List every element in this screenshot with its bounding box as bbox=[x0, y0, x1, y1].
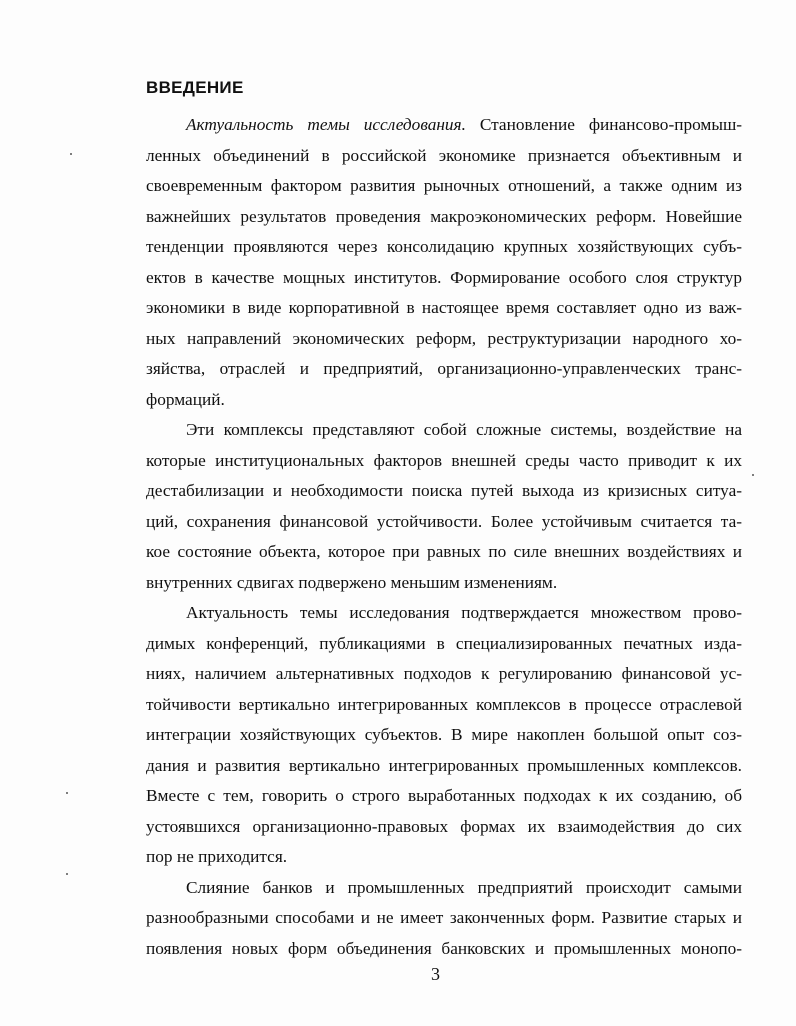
paragraph-line: ектов в качестве мощных институтов. Формирование особого слоя структур bbox=[146, 267, 742, 287]
paragraph-line: своевременным фактором развития рыночных отношений, а также одним из bbox=[146, 176, 742, 195]
scan-speck bbox=[66, 792, 68, 794]
paragraph-line: важнейших результатов проведения макроэкономических реформ. Новейшие bbox=[146, 206, 742, 226]
paragraph-line: внутренних сдвигах подвержено меньшим изменениям. bbox=[146, 572, 558, 592]
paragraph-line: ленных объединений в российской экономике признается объективным и bbox=[146, 145, 742, 165]
paragraph-line: Актуальность темы исследования подтверждается множеством прово- bbox=[186, 603, 742, 622]
paragraph-line: пор не приходится. bbox=[146, 847, 288, 866]
paragraph-line: устоявшихся организационно-правовых формах их взаимодействия до сих bbox=[146, 816, 742, 836]
paragraph-line: ниях, наличием альтернативных подходов к регулированию финансовой ус- bbox=[146, 664, 742, 683]
paragraph-line: Эти комплексы представляют собой сложные системы, воздействие на bbox=[186, 420, 742, 439]
scan-speck bbox=[70, 153, 72, 155]
body-text bbox=[146, 110, 742, 964]
scan-speck bbox=[66, 873, 68, 875]
paragraph-line: кое состояние объекта, которое при равных по силе внешних воздействиях и bbox=[146, 542, 742, 561]
paragraph-line bbox=[146, 110, 742, 141]
paragraph-line: интеграции хозяйствующих субъектов. В мире накоплен большой опыт соз- bbox=[146, 725, 742, 744]
line-text: Становление финансово-промыш- bbox=[465, 115, 743, 134]
scan-speck bbox=[752, 474, 754, 476]
paragraph-line: зяйства, отраслей и предприятий, организационно-управленческих транс- bbox=[146, 359, 742, 378]
page-number: 3 bbox=[431, 964, 440, 984]
paragraph-line: формаций. bbox=[146, 389, 225, 409]
paragraph-line: тойчивости вертикально интегрированных комплексов в процессе отраслевой bbox=[146, 694, 742, 714]
paragraph-line: разнообразными способами и не имеет законченных форм. Развитие старых и bbox=[146, 908, 742, 927]
paragraph-line: димых конференций, публикациями в специализированных печатных изда- bbox=[146, 633, 742, 653]
paragraph-line: тенденции проявляются через консолидацию крупных хозяйствующих субъ- bbox=[146, 237, 742, 256]
lead-italic-phrase: Актуальность темы исследования. bbox=[186, 115, 466, 134]
paragraph-line: дестабилизации и необходимости поиска путей выхода из кризисных ситуа- bbox=[146, 481, 742, 500]
paragraph-line: ций, сохранения финансовой устойчивости. Более устойчивым считается та- bbox=[146, 511, 742, 531]
paragraph-line: Вместе с тем, говорить о строго выработанных подходах к их созданию, об bbox=[146, 786, 742, 805]
paragraph-line: Слияние банков и промышленных предприятий происходит самыми bbox=[186, 877, 742, 897]
paragraph-line: дания и развития вертикально интегрированных промышленных комплексов. bbox=[146, 755, 742, 775]
section-heading: ВВЕДЕНИЕ bbox=[146, 78, 244, 97]
paragraph-line: которые институциональных факторов внешней среды часто приводит к их bbox=[146, 450, 742, 470]
paragraph-line: появления новых форм объединения банковских и промышленных монопо- bbox=[146, 938, 742, 958]
paragraph-line: ных направлений экономических реформ, реструктуризации народного хо- bbox=[146, 328, 742, 348]
paragraph-line: экономики в виде корпоративной в настоящее время составляет одно из важ- bbox=[146, 298, 742, 317]
